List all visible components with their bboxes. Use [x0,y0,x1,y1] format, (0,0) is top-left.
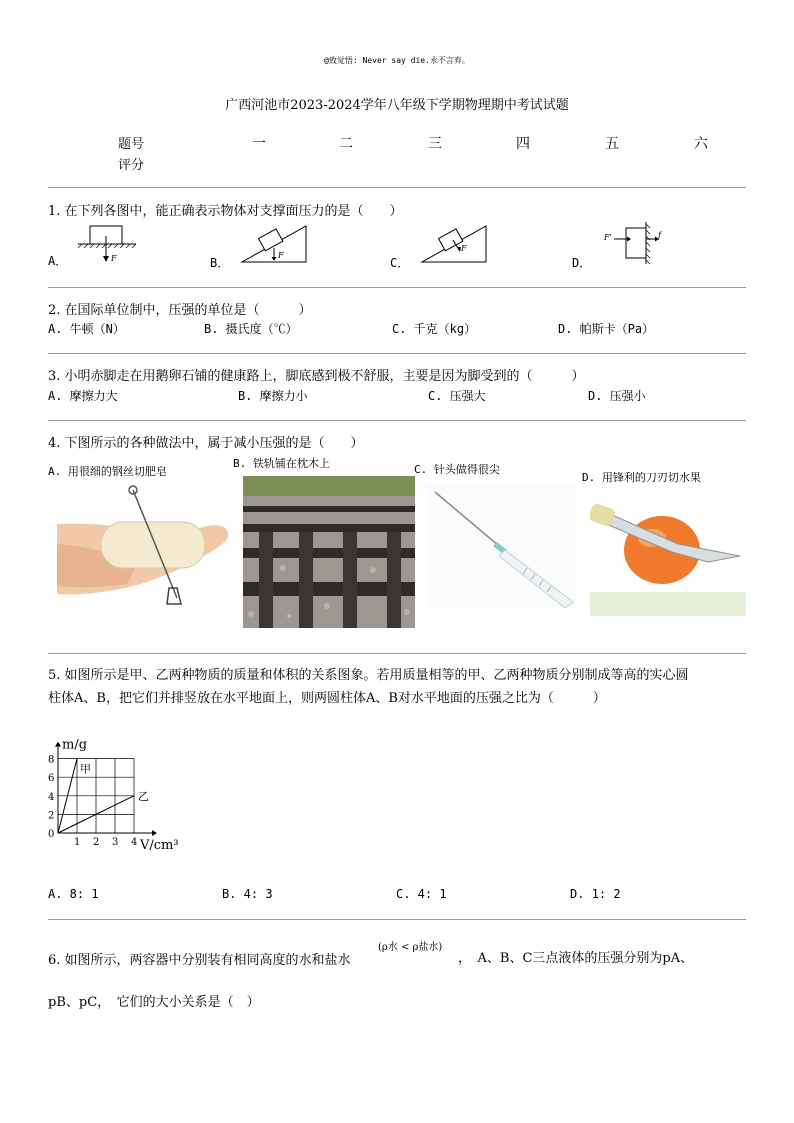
y-axis-arrow [55,742,61,747]
page-title: 广西河池市2023-2024学年八年级下学期物理期中考试试题 [225,98,569,113]
q1-option-c: C． [390,256,410,270]
score-table-row2-label: 评分 [118,158,145,173]
q5-option-b: B. 4: 3 [222,887,273,901]
divider [48,187,746,188]
q2-option-a: A. 牛顿（N） [48,322,125,336]
header-note: @致觉悟: Never say die.永不言弃。 [324,56,470,65]
q3-option-c: C. 压强大 [428,389,486,403]
chart-y-axis-label: m/g [62,737,88,753]
chart-x-axis-label: V/cm³ [140,838,179,853]
q4-option-b: B. 铁轨铺在枕木上 [233,457,330,470]
chart-axes [55,742,157,836]
q1d-force-label-right: f [658,231,661,240]
q5-option-d: D. 1: 2 [570,887,621,901]
q4-option-c: C. 针头做得很尖 [414,463,500,476]
score-col-6: 六 [694,136,708,152]
q3-option-b: B. 摩擦力小 [238,389,308,403]
q3-option-d: D. 压强小 [588,389,646,403]
score-col-4: 四 [516,136,530,152]
q4-photo-a-soap-wire [57,484,233,608]
question-3-stem: 3. 小明赤脚走在用鹅卵石铺的健康路上，脚底感到极不舒服，主要是因为脚受到的（ ） [48,369,585,384]
question-6-stem-part1: 6. 如图所示，两容器中分别装有相同高度的水和盐水 [48,953,351,968]
question-6-stem-line2: pB、pC， 它们的大小关系是（ ） [48,995,260,1010]
q2-option-c: C. 千克（kg） [392,322,477,336]
q1c-force-label: F [461,244,467,253]
q6-density-condition: (ρ水 < ρ盐水) [378,942,443,953]
q2-option-d: D. 帕斯卡（Pa） [558,322,655,336]
q5-option-c: C. 4: 1 [396,887,447,901]
question-5-stem-line1: 5. 如图所示是甲、乙两种物质的质量和体积的关系图象。若用质量相等的甲、乙两种物质分别制成等高的实心圆 [48,668,689,683]
y-tick-label: 6 [48,773,55,785]
q1-figure-c [418,220,490,266]
q1a-force-label: F [111,254,117,263]
divider [48,653,746,654]
score-col-1: 一 [252,136,266,152]
score-col-2: 二 [339,136,353,152]
q1-option-d: D． [572,256,592,270]
y-tick-label: 8 [48,754,55,766]
divider [48,287,746,288]
x-tick-label: 4 [131,837,138,848]
question-4-stem: 4. 下图所示的各种做法中，属于减小压强的是（ ） [48,436,364,451]
q2-option-b: B. 摄氏度（℃） [204,322,298,336]
question-6-stem-part2: ， A、B、C三点液体的压强分别为pA、 [458,951,694,966]
score-col-3: 三 [428,136,442,152]
question-1-stem: 1. 在下列各图中，能正确表示物体对支撑面压力的是（ ） [48,204,403,219]
q1b-force-label: F [278,251,284,260]
chart-grid [58,759,134,833]
q4-option-d: D. 用锋利的刀刃切水果 [582,471,701,484]
q1-figure-a [76,222,138,266]
y-tick-label: 4 [48,791,55,803]
divider [48,919,746,920]
y-tick-label: 0 [48,829,55,840]
q1-figure-b [238,220,310,266]
q1-option-a: A． [48,254,68,268]
score-col-5: 五 [605,136,619,152]
question-5-stem-line2: 柱体A、B，把它们并排竖放在水平地面上，则两圆柱体A、B对水平地面的压强之比为（ ） [48,691,606,706]
x-tick-label: 1 [74,837,81,848]
series-label-2: 乙 [138,789,149,803]
q1-figure-d [600,220,672,266]
series-label-1: 甲 [80,762,91,776]
q4-photo-b-railway [243,476,415,628]
chart-ticks [48,755,137,848]
y-tick-label: 2 [48,810,55,822]
q4-photo-d-fruit-knife [590,492,746,616]
q1d-force-label-left: F' [604,233,612,242]
x-tick-label: 3 [112,837,119,848]
q1-option-b: B． [210,256,230,270]
q5-mass-volume-chart [40,728,190,856]
q4-option-a: A. 用很细的钢丝切肥皂 [48,465,167,478]
x-axis-arrow [152,830,157,836]
x-tick-label: 2 [93,837,100,848]
q3-option-a: A. 摩擦力大 [48,389,118,403]
q5-option-a: A. 8: 1 [48,887,99,901]
question-2-stem: 2. 在国际单位制中，压强的单位是（ ） [48,303,312,318]
q4-photo-c-needle [427,484,577,608]
divider [48,420,746,421]
score-table-row1-label: 题号 [118,137,145,152]
divider [48,353,746,354]
